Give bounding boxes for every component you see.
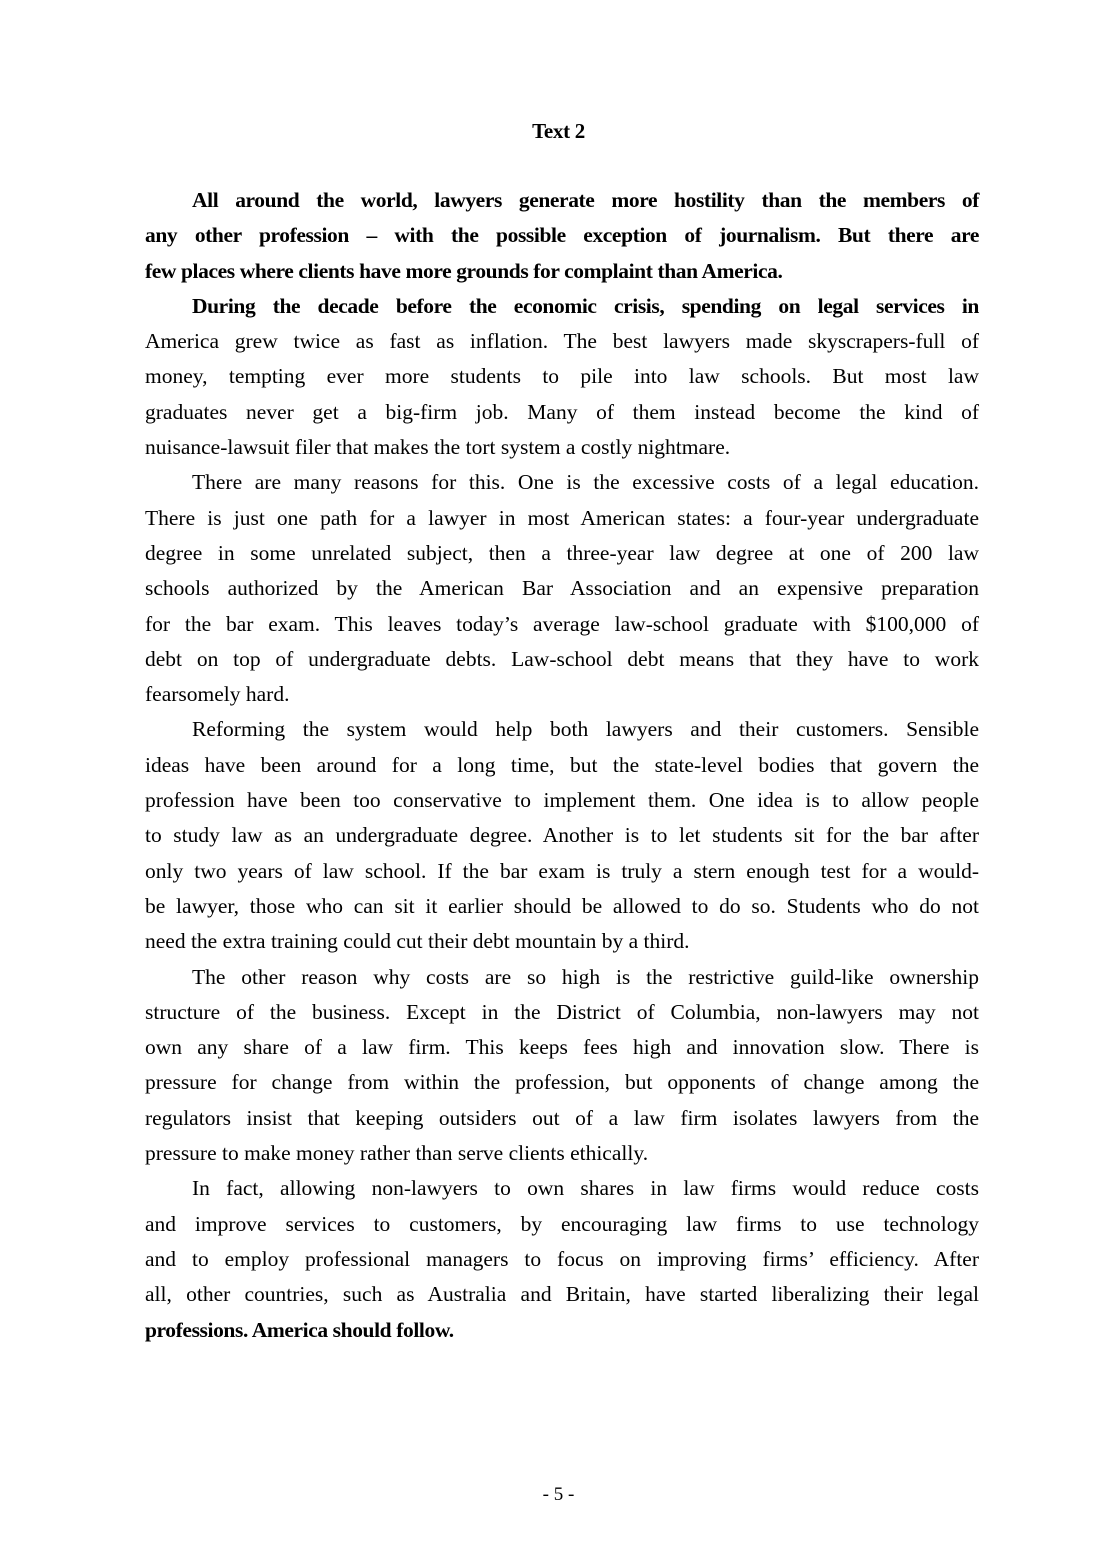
text-line: There is just one path for a lawyer in most American states: a four-year undergraduate — [145, 505, 979, 530]
text-line: nuisance-lawsuit filer that makes the tort system a costly nightmare. — [145, 435, 731, 460]
page-number: - 5 - — [542, 1484, 575, 1505]
text-line: fearsomely hard. — [145, 682, 290, 707]
text-line: Reforming the system would help both lawyers and their customers. Sensible — [192, 717, 979, 742]
text-line: All around the world, lawyers generate more hostility than the members of — [192, 188, 979, 212]
text-line: money, tempting ever more students to pile into law schools. But most law — [145, 364, 979, 389]
text-line: professions. America should follow. — [145, 1317, 454, 1342]
paragraph-3 — [145, 465, 979, 712]
text-line: regulators insist that keeping outsiders out of a law firm isolates lawyers from the — [145, 1105, 979, 1130]
paragraph-5 — [145, 960, 979, 1172]
text-line: pressure to make money rather than serve clients ethically. — [145, 1141, 649, 1166]
text-line: pressure for change from within the profession, but opponents of change among the — [145, 1070, 979, 1095]
paragraph-1 — [145, 183, 979, 289]
text-line: only two years of law school. If the bar exam is truly a stern enough test for a would- — [145, 858, 979, 883]
paragraph-2 — [145, 289, 979, 465]
text-line: graduates never get a big-firm job. Many of them instead become the kind of — [145, 399, 979, 424]
text-line: structure of the business. Except in the District of Columbia, non-lawyers may not — [145, 999, 979, 1024]
text-line: debt on top of undergraduate debts. Law-school debt means that they have to work — [145, 646, 979, 671]
text-line: own any share of a law firm. This keeps fees high and innovation slow. There is — [145, 1035, 979, 1060]
text-line: and improve services to customers, by encouraging law firms to use technology — [145, 1211, 979, 1236]
paragraph-4 — [145, 712, 979, 959]
text-line: be lawyer, those who can sit it earlier should be allowed to do so. Students who do not — [145, 893, 979, 918]
text-line: all, other countries, such as Australia and Britain, have started liberalizing their legal — [145, 1282, 979, 1307]
paragraph-6 — [145, 1171, 979, 1347]
text-line: In fact, allowing non-lawyers to own shares in law firms would reduce costs — [192, 1176, 979, 1201]
document-body — [145, 183, 979, 1348]
text-line: degree in some unrelated subject, then a three-year law degree at one of 200 law — [145, 540, 979, 565]
text-line: During the decade before the economic crisis, spending on legal services in — [192, 293, 979, 318]
text-line: ideas have been around for a long time, but the state-level bodies that govern the — [145, 752, 979, 777]
text-line: need the extra training could cut their debt mountain by a third. — [145, 929, 690, 954]
text-line: schools authorized by the American Bar Association and an expensive preparation — [145, 576, 979, 601]
text-line: few places where clients have more grounds for complaint than America. — [145, 258, 783, 283]
text-line: and to employ professional managers to focus on improving firms’ efficiency. After — [145, 1246, 979, 1271]
text-line: America grew twice as fast as inflation. The best lawyers made skyscrapers-full of — [145, 329, 979, 354]
text-line: for the bar exam. This leaves today’s average law-school graduate with $100,000 of — [145, 611, 979, 636]
page-title: Text 2 — [532, 119, 585, 143]
text-line: There are many reasons for this. One is the excessive costs of a legal education. — [192, 470, 979, 495]
text-line: any other profession – with the possible exception of journalism. But there are — [145, 223, 979, 248]
text-line: to study law as an undergraduate degree. Another is to let students sit for the bar after — [145, 823, 979, 848]
text-line: profession have been too conservative to implement them. One idea is to allow people — [145, 788, 979, 813]
text-line: The other reason why costs are so high is the restrictive guild-like ownership — [192, 964, 979, 989]
